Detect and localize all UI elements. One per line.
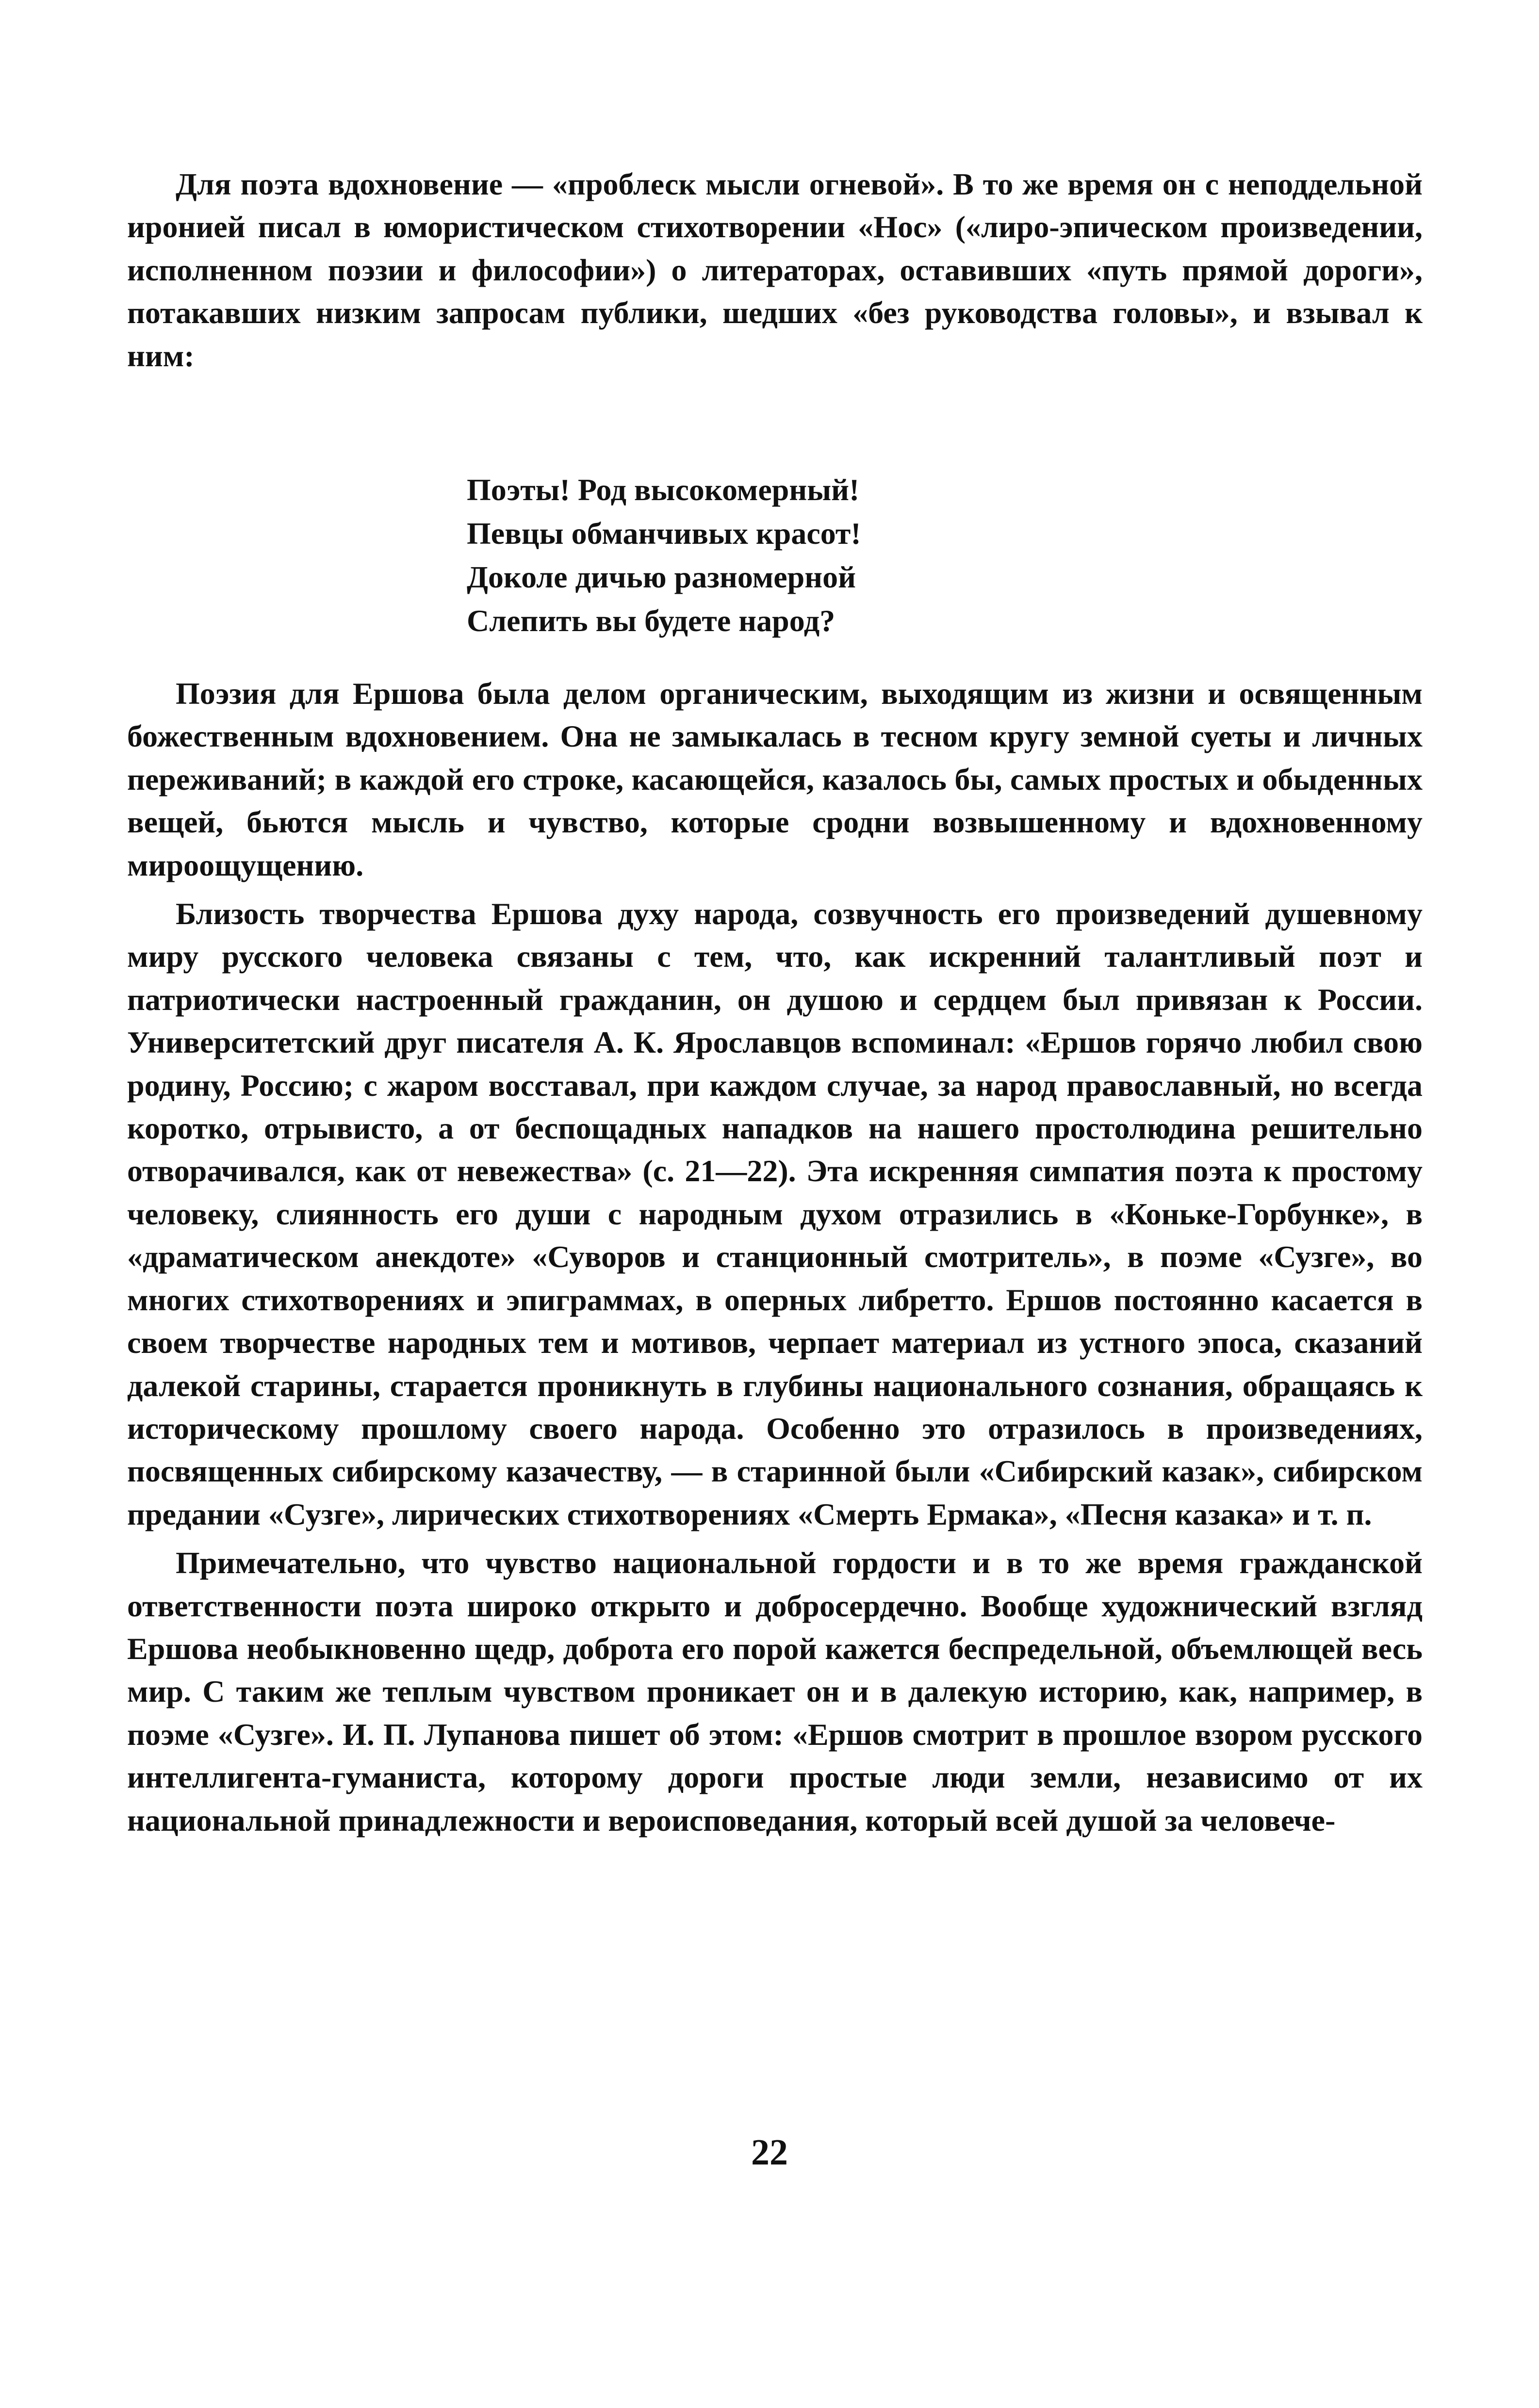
paragraph-national-pride: Примечательно, что чувство национальной гордости и в то же время гражданской ответственности поэта широко открыто и добросердечно. Вообще художнический взгляд Ершова необыкновенно щедр, доброта его порой кажется беспредельной, объемлющей весь мир. С таким же теплым чувством проникает он и в далекую историю, как, например, в поэме «Сузге». И. П. Лупанова пишет об этом: «Ершов смотрит в прошлое взором русского интеллигента-гуманиста, которому дороги простые люди земли, независимо от их национальной принадлежности и вероисповедания, который всей душой за человече- — [127, 1546, 1423, 1838]
page-number: 22 — [751, 2132, 788, 2173]
paragraph-closeness-to-people: Близость творчества Ершова духу народа, созвучность его произведений душевному миру русского человека связаны с тем, что, как искренний талантливый поэт и патриотически настроенный гражданин, он душою и сердцем был привязан к России. Университетский друг писателя А. К. Ярославцов вспоминал: «Ершов горячо любил свою родину, Россию; с жаром восставал, при каждом случае, за народ православный, но всегда коротко, отрывисто, а от беспощадных нападков на нашего простолюдина решительно отворачивался, как от невежества» (с. 21—22). Эта искренняя симпатия поэта к простому человеку, слиянность его души с народным духом отразились в «Коньке-Горбунке», в «драматическом анекдоте» «Суворов и станционный смотритель», в поэме «Сузге», во многих стихотворениях и эпиграммах, в оперных либретто. Ершов постоянно касается в своем творчестве народных тем и мотивов, черпает материал из устного эпоса, сказаний далекой старины, старается проникнуть в глубины национального сознания, обращаясь к историческому прошлому своего народа. Особенно это отразилось в произведениях, посвященных сибирскому казачеству, — в старинной были «Сибирский казак», сибирском предании «Сузге», лирических стихотворениях «Смерть Ермака», «Песня казака» и т. п. — [127, 896, 1423, 1531]
paragraph-inspiration: Для поэта вдохновение — «проблеск мысли огневой». В то же время он с неподдельной иронией писал в юмористическом стихотворении «Нос» («лиро-эпическом произведении, исполненном поэзии и философии») о литераторах, оставивших «путь прямой дороги», потакавших низким запросам публики, шедших «без руководства головы», и взывал к ним: — [127, 167, 1423, 373]
poem-quote — [467, 468, 861, 643]
poem-line: Слепить вы будете народ? — [467, 603, 835, 638]
poem-line: Доколе дичью разномерной — [467, 560, 856, 594]
text-block-main — [127, 672, 1423, 1842]
text-block-top — [127, 163, 1423, 377]
poem-line: Певцы обманчивых красот! — [467, 516, 861, 551]
paragraph-poetry: Поэзия для Ершова была делом органическим, выходящим из жизни и освященным божественным вдохновением. Она не замыкалась в тесном кругу земной суеты и личных переживаний; в каждой его строке, касающейся, казалось бы, самых простых и обыденных вещей, бьются мысль и чувство, которые сродни возвышенному и вдохновенному мироощущению. — [127, 676, 1423, 882]
poem-line: Поэты! Род высокомерный! — [467, 472, 860, 507]
